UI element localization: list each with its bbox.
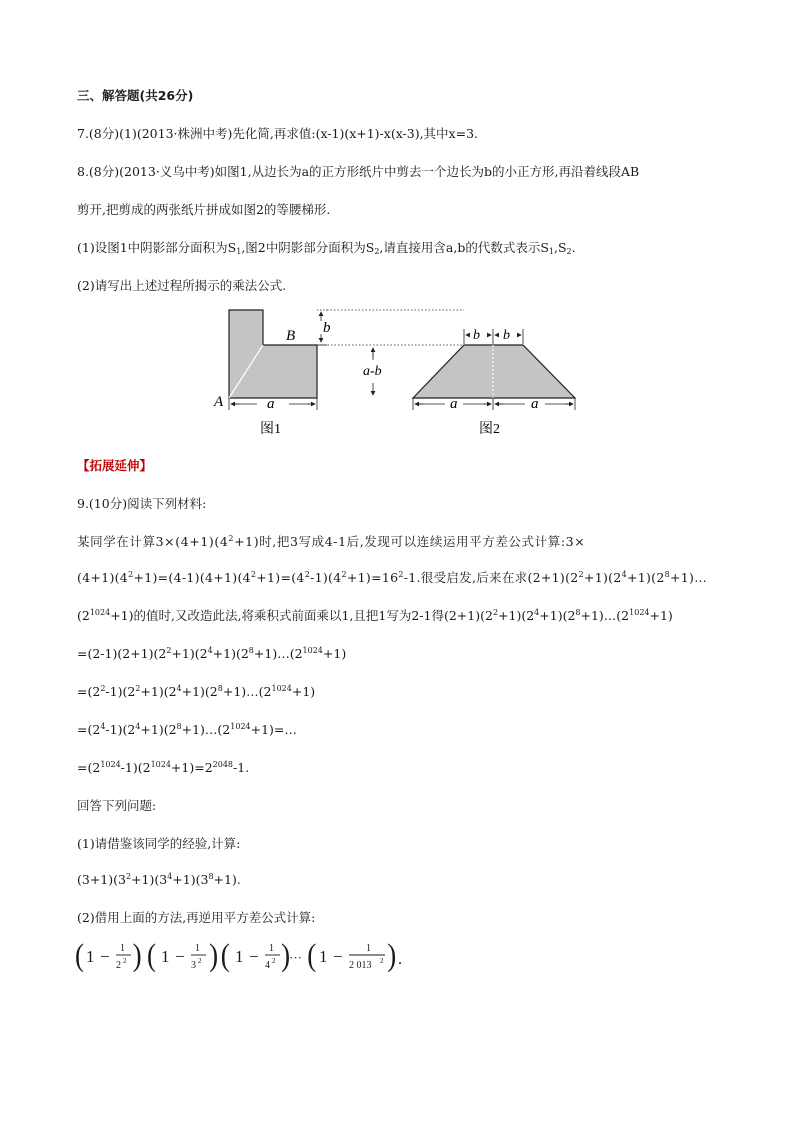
- answer-prompt: 回答下列问题:: [77, 798, 157, 813]
- dim-a-fig2-right: a: [531, 396, 539, 412]
- question-8-line-2: 剪开,把剪成的两张纸片拼成如图2的等腰梯形.: [77, 202, 331, 217]
- question-8-part-1: (1)设图1中阴影部分面积为$S_1$,图2中阴影部分面积为$S_2$,请直接用含a,b的代数式表示$S_1,S_2$.: [77, 240, 576, 256]
- question-9-para-2: $(4+1)(4^2+1)=(4-1)(4+1)(4^2+1)=(4^2-1)(4^2+1)=16^2-1$.很受启发,后来在求$(2+1)(2^2+1)(2^4+1)(2^8+1)\dots$: [77, 570, 707, 585]
- svg-text:1: 1: [195, 943, 200, 954]
- svg-text:.: .: [398, 951, 402, 968]
- dim-b-fig2-right: b: [503, 328, 510, 343]
- svg-text:(: (: [220, 938, 230, 974]
- svg-text:2: 2: [198, 957, 202, 965]
- dim-a-fig2-left: a: [450, 396, 458, 412]
- caption-figure-2: 图2: [479, 422, 500, 437]
- caption-figure-1: 图1: [260, 422, 281, 437]
- svg-text:−: −: [249, 947, 259, 966]
- figure1-shaded-region: [229, 310, 317, 398]
- svg-text:4: 4: [265, 960, 270, 971]
- extension-title: 【拓展延伸】: [77, 458, 153, 473]
- svg-text:): ): [209, 938, 219, 974]
- svg-text:2: 2: [116, 960, 121, 971]
- question-7: 7.(8分)(1)(2013·株洲中考)先化简,再求值:(x-1)(x+1)-x(x-3),其中x=3.: [77, 126, 479, 141]
- dim-b-fig1: b: [323, 320, 331, 336]
- svg-text:−: −: [100, 947, 110, 966]
- svg-text:(: (: [75, 938, 85, 974]
- figure2-trapezoid: [413, 345, 575, 398]
- question-9-step-4: $=(2^{1024}-1)(2^{1024}+1)=2^{2048}-1$.: [77, 760, 250, 775]
- dim-a-minus-b: a-b: [363, 364, 382, 379]
- svg-text:1: 1: [120, 943, 125, 954]
- question-9-sub-1-expression: $(3+1)(3^2+1)(3^4+1)(3^8+1)$.: [77, 872, 241, 887]
- dim-b-fig2-left: b: [473, 328, 480, 343]
- question-9-intro: 9.(10分)阅读下列材料:: [77, 496, 207, 511]
- question-9-para-1: 某同学在计算$3\times(4+1)(4^2+1)$时,把3写成4-1后,发现可以连续运用平方差公式计算:3×: [77, 534, 586, 549]
- svg-text:2 013: 2 013: [349, 960, 372, 971]
- section-title: 三、解答题(共26分): [77, 88, 194, 103]
- svg-text:(: (: [307, 938, 317, 974]
- svg-text:−: −: [175, 947, 185, 966]
- question-9-para-3: $(2^{1024}+1)$的值时,又改造此法,将乘积式前面乘以1,且把1写为2-1得$(2+1)(2^2+1)(2^4+1)(2^8+1)\dots(2^{1024}+1)$: [77, 608, 673, 623]
- svg-text:−: −: [333, 947, 343, 966]
- svg-text:1: 1: [319, 947, 328, 966]
- question-9-step-1: $=(2-1)(2+1)(2^2+1)(2^4+1)(2^8+1)\dots(2^{1024}+1)$: [77, 646, 347, 661]
- dim-a-fig1: a: [267, 396, 275, 412]
- svg-text:1: 1: [269, 943, 274, 954]
- svg-text:(: (: [147, 938, 157, 974]
- label-b-point: B: [286, 328, 296, 344]
- label-a-point: A: [214, 394, 224, 410]
- svg-text:1: 1: [86, 947, 95, 966]
- question-9-step-2: $=(2^2-1)(2^2+1)(2^4+1)(2^8+1)\dots(2^{1024}+1)$: [77, 684, 316, 699]
- question-8-part-2: (2)请写出上述过程所揭示的乘法公式.: [77, 278, 287, 293]
- svg-text:2: 2: [380, 957, 384, 965]
- svg-text:): ): [281, 938, 291, 974]
- svg-text:···: ···: [289, 950, 302, 965]
- svg-text:1: 1: [366, 943, 371, 954]
- question-9-step-3: $=(2^4-1)(2^4+1)(2^8+1)\dots(2^{1024}+1)=\dots$: [77, 722, 297, 737]
- svg-text:2: 2: [123, 957, 127, 965]
- question-8-line-1: 8.(8分)(2013·义乌中考)如图1,从边长为a的正方形纸片中剪去一个边长为b的小正方形,再沿着线段AB: [77, 164, 640, 179]
- question-9-sub-1: (1)请借鉴该同学的经验,计算:: [77, 836, 241, 851]
- svg-text:1: 1: [161, 947, 170, 966]
- question-9-sub-2: (2)借用上面的方法,再逆用平方差公式计算:: [77, 910, 316, 925]
- figure-square-and-trapezoid: [205, 300, 605, 442]
- svg-text:): ): [387, 938, 397, 974]
- product-formula: [75, 934, 405, 978]
- svg-text:1: 1: [235, 947, 244, 966]
- svg-text:2: 2: [272, 957, 276, 965]
- svg-text:): ): [132, 938, 142, 974]
- svg-text:3: 3: [191, 960, 196, 971]
